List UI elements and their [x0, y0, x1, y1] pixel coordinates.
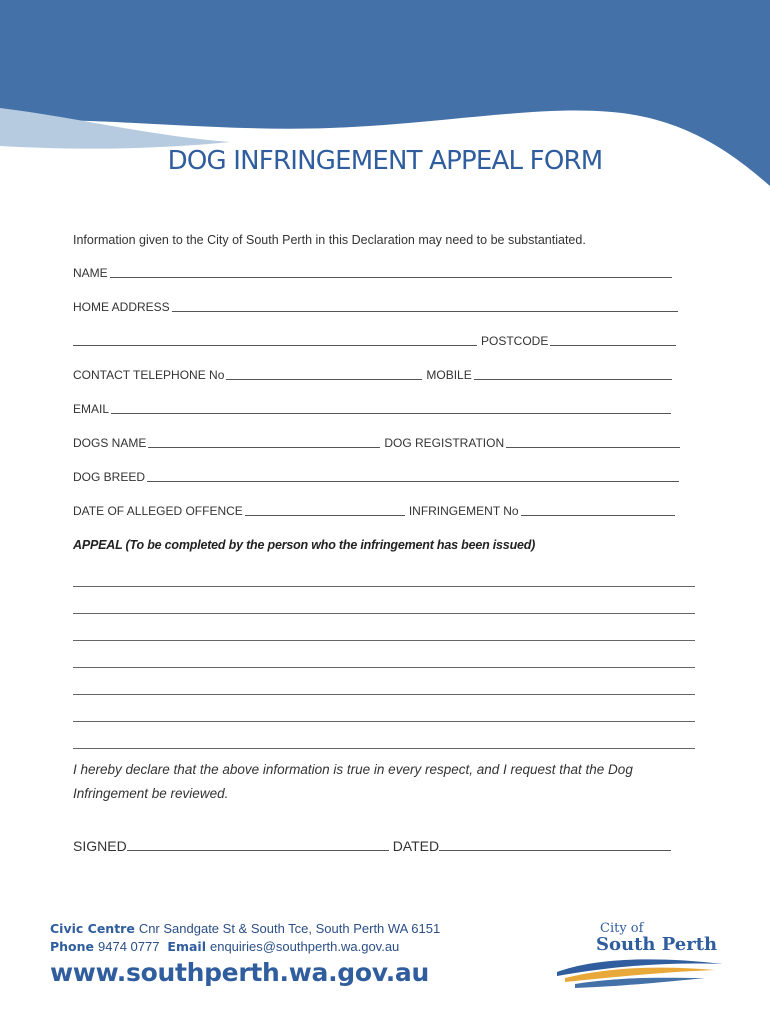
postcode-label: POSTCODE [481, 334, 549, 348]
appeal-text-line[interactable] [73, 586, 695, 587]
dogs-name-input-line[interactable] [148, 435, 380, 448]
dog-breed-input-line[interactable] [147, 469, 679, 482]
email-row [73, 401, 671, 416]
date-input-line[interactable] [439, 836, 671, 851]
email-label-footer: Email [167, 939, 206, 954]
email-label: EMAIL [73, 402, 110, 416]
home-address-input-line[interactable] [172, 299, 678, 312]
signed-label: SIGNED [73, 838, 127, 854]
appeal-heading: APPEAL (To be completed by the person who the infringement has been issued) [73, 538, 536, 552]
name-label: NAME [73, 266, 108, 280]
infringement-no-input-line[interactable] [521, 503, 675, 516]
mobile-label: MOBILE [426, 368, 472, 382]
address-line-2-input[interactable] [73, 333, 477, 346]
mobile-input-line[interactable] [474, 367, 672, 380]
name-row [73, 265, 672, 280]
dog-breed-row [73, 469, 679, 484]
appeal-text-line[interactable] [73, 694, 695, 695]
postcode-input-line[interactable] [550, 333, 676, 346]
phone-number: 9474 0777 [98, 939, 160, 954]
email-input-line[interactable] [111, 401, 671, 414]
home-address-row [73, 299, 678, 314]
date-of-offence-input-line[interactable] [245, 503, 405, 516]
appeal-text-line[interactable] [73, 721, 695, 722]
infringement-no-label: INFRINGEMENT No [408, 504, 519, 518]
dogs-name-label: DOGS NAME [73, 436, 147, 450]
civic-centre-label: Civic Centre [50, 921, 135, 936]
contact-telephone-label: CONTACT TELEPHONE No [73, 368, 225, 382]
civic-centre-address: Cnr Sandgate St & South Tce, South Perth WA 6151 [138, 921, 441, 936]
dog-breed-label: DOG BREED [73, 470, 146, 484]
dog-registration-input-line[interactable] [506, 435, 680, 448]
appeal-text-line[interactable] [73, 640, 695, 641]
declaration-text: I hereby declare that the above information is true in every respect, and I request that the Dog Infringement be reviewed. [73, 762, 633, 801]
footer-contact [50, 920, 440, 987]
date-of-offence-label: DATE OF ALLEGED OFFENCE [73, 504, 243, 518]
website-link[interactable]: www.southperth.wa.gov.au [50, 958, 429, 987]
signature-input-line[interactable] [127, 836, 389, 851]
home-address-label: HOME ADDRESS [73, 300, 170, 314]
signature-row [73, 836, 671, 854]
intro-text: Information given to the City of South Perth in this Declaration may need to be substantiated. [73, 233, 586, 247]
dated-label: DATED [392, 838, 440, 854]
email-address[interactable]: enquiries@southperth.wa.gov.au [209, 939, 400, 954]
appeal-text-line[interactable] [73, 748, 695, 749]
appeal-text-line[interactable] [73, 667, 695, 668]
dog-registration-label: DOG REGISTRATION [384, 436, 505, 450]
city-of-south-perth-logo [555, 920, 725, 990]
address-postcode-row [73, 333, 676, 348]
logo-name-text: South Perth [596, 934, 718, 955]
telephone-mobile-row [73, 367, 672, 382]
form-title: DOG INFRINGEMENT APPEAL FORM [167, 146, 603, 176]
contact-telephone-input-line[interactable] [226, 367, 422, 380]
appeal-text-line[interactable] [73, 613, 695, 614]
logo-city-of-text: City of [600, 921, 644, 936]
dog-name-registration-row [73, 435, 680, 450]
name-input-line[interactable] [110, 265, 672, 278]
logo-swoosh-icon [555, 954, 725, 990]
offence-infringement-row [73, 503, 675, 518]
phone-label: Phone [50, 939, 95, 954]
